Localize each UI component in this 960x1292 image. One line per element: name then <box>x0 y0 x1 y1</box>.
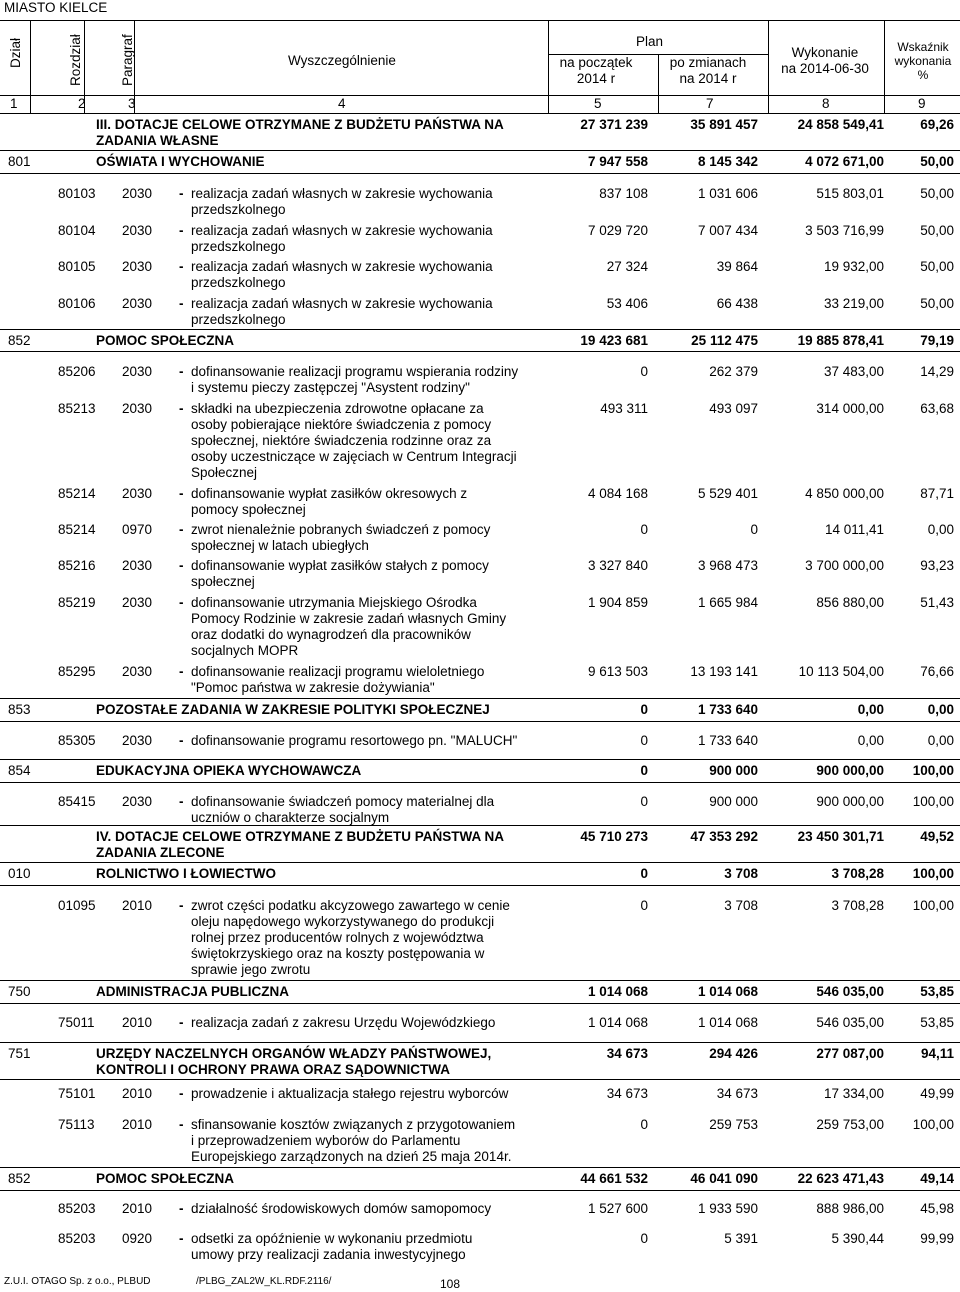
header-plan: Plan <box>636 34 664 49</box>
plan-start-value: 34 673 <box>606 1086 648 1101</box>
row-divider <box>0 885 960 886</box>
execution-value: 22 623 471,43 <box>797 1171 884 1186</box>
plan-start-value: 0 <box>640 1231 648 1246</box>
paragraf-code: 2030 <box>122 595 153 610</box>
plan-start-value: 0 <box>640 364 648 379</box>
description-line: i przeprowadzeniem wyborów do Parlamentu <box>191 1133 461 1148</box>
execution-ratio: 100,00 <box>912 1117 954 1132</box>
description-line: osoby pobierające niektóre świadczenia z pomocy <box>191 417 492 432</box>
execution-ratio: 51,43 <box>920 595 954 610</box>
plan-start-value: 0 <box>640 1117 648 1132</box>
execution-ratio: 53,85 <box>920 984 954 999</box>
description-line: pomocy społecznej <box>191 502 306 517</box>
execution-ratio: 99,99 <box>920 1231 954 1246</box>
execution-ratio: 0,00 <box>927 522 954 537</box>
execution-value: 24 858 549,41 <box>797 117 884 132</box>
header-vline-1 <box>30 20 31 114</box>
plan-after-changes-value: 35 891 457 <box>690 117 758 132</box>
rozdzial-code: 75101 <box>58 1086 96 1101</box>
plan-after-changes-value: 1 014 068 <box>697 1015 758 1030</box>
page-title: MIASTO KIELCE <box>4 0 108 15</box>
plan-after-changes-value: 1 665 984 <box>697 595 758 610</box>
paragraf-code: 2030 <box>122 733 153 748</box>
execution-ratio: 0,00 <box>927 702 954 717</box>
execution-value: 19 885 878,41 <box>797 333 884 348</box>
description-line: dofinansowanie wypłat zasiłków stałych z pomocy <box>191 558 489 573</box>
plan-start-value: 1 527 600 <box>587 1201 648 1216</box>
header-vline-4 <box>548 20 549 114</box>
row-divider <box>0 1190 960 1191</box>
description-line: realizacja zadań własnych w zakresie wychowania <box>191 186 493 201</box>
header-plan-change: po zmianach <box>669 55 747 70</box>
execution-value: 17 334,00 <box>823 1086 884 1101</box>
execution-value: 0,00 <box>857 733 884 748</box>
bullet-dash: - <box>179 794 184 809</box>
execution-ratio: 79,19 <box>920 333 954 348</box>
row-divider <box>0 759 960 760</box>
plan-after-changes-value: 900 000 <box>709 794 758 809</box>
plan-start-value: 7 029 720 <box>587 223 648 238</box>
header-plan-start-year: 2014 r <box>576 71 616 86</box>
execution-value: 277 087,00 <box>816 1046 884 1061</box>
plan-start-value: 45 710 273 <box>580 829 648 844</box>
execution-value: 37 483,00 <box>823 364 884 379</box>
paragraf-code: 2030 <box>122 486 153 501</box>
rozdzial-code: 85295 <box>58 664 96 679</box>
description-line: przedszkolnego <box>191 202 286 217</box>
execution-value: 23 450 301,71 <box>797 829 884 844</box>
footer-company: Z.U.I. OTAGO Sp. z o.o., PLBUD <box>4 1276 151 1287</box>
execution-ratio: 50,00 <box>920 296 954 311</box>
bullet-dash: - <box>179 1201 184 1216</box>
execution-ratio: 100,00 <box>912 794 954 809</box>
plan-after-changes-value: 294 426 <box>709 1046 758 1061</box>
description-line: dofinansowanie świadczeń pomocy materialnej dla <box>191 794 495 809</box>
dzial-code: 801 <box>8 154 31 169</box>
execution-value: 3 700 000,00 <box>805 558 884 573</box>
description-line: osoby uczestniczące w zajęciach w Centrum Integracji <box>191 449 517 464</box>
plan-start-value: 0 <box>640 866 648 881</box>
row-divider <box>0 173 960 174</box>
execution-value: 4 072 671,00 <box>805 154 884 169</box>
column-number-4: 4 <box>338 96 346 111</box>
rozdzial-code: 85203 <box>58 1231 96 1246</box>
execution-ratio: 100,00 <box>912 898 954 913</box>
execution-value: 5 390,44 <box>831 1231 884 1246</box>
plan-start-value: 53 406 <box>606 296 648 311</box>
plan-after-changes-value: 0 <box>750 522 758 537</box>
bullet-dash: - <box>179 558 184 573</box>
header-wskaznik-3: % <box>917 68 929 82</box>
bullet-dash: - <box>179 364 184 379</box>
description-line: zwrot nienależnie pobranych świadczeń z pomocy <box>191 522 491 537</box>
execution-ratio: 49,14 <box>920 1171 954 1186</box>
plan-after-changes-value: 5 391 <box>724 1231 758 1246</box>
row-divider <box>0 95 960 96</box>
header-plan-change-year: na 2014 r <box>679 71 737 86</box>
rozdzial-code: 75113 <box>58 1117 95 1132</box>
plan-start-value: 837 108 <box>599 186 648 201</box>
plan-start-value: 0 <box>640 763 648 778</box>
plan-after-changes-value: 13 193 141 <box>690 664 758 679</box>
execution-ratio: 45,98 <box>920 1201 954 1216</box>
rozdzial-code: 80106 <box>58 296 96 311</box>
plan-start-value: 0 <box>640 898 648 913</box>
description-line: zwrot części podatku akcyzowego zawartego w cenie <box>191 898 510 913</box>
plan-after-changes-value: 1 733 640 <box>697 733 758 748</box>
description-line: społecznej w latach ubiegłych <box>191 538 369 553</box>
title-line: POZOSTAŁE ZADANIA W ZAKRESIE POLITYKI SPOŁECZNEJ <box>96 702 490 717</box>
title-line: KONTROLI I OCHRONY PRAWA ORAZ SĄDOWNICTWA <box>96 1062 450 1077</box>
execution-value: 3 708,28 <box>831 898 884 913</box>
plan-after-changes-value: 900 000 <box>709 763 758 778</box>
header-vline-7 <box>884 20 885 114</box>
plan-start-value: 27 371 239 <box>580 117 648 132</box>
execution-value: 900 000,00 <box>816 763 884 778</box>
bullet-dash: - <box>179 223 184 238</box>
title-line: OŚWIATA I WYCHOWANIE <box>96 154 265 169</box>
execution-ratio: 49,99 <box>920 1086 954 1101</box>
rozdzial-code: 80104 <box>58 223 96 238</box>
execution-ratio: 50,00 <box>920 186 954 201</box>
plan-after-changes-value: 3 968 473 <box>697 558 758 573</box>
row-divider <box>0 782 960 783</box>
description-line: przedszkolnego <box>191 275 286 290</box>
column-number-5: 5 <box>594 96 602 111</box>
execution-ratio: 14,29 <box>920 364 954 379</box>
dzial-code: 750 <box>8 984 31 999</box>
header-vline-5 <box>658 54 659 114</box>
plan-after-changes-value: 1 933 590 <box>697 1201 758 1216</box>
bullet-dash: - <box>179 522 184 537</box>
bullet-dash: - <box>179 1231 184 1246</box>
row-divider <box>0 20 960 21</box>
execution-value: 546 035,00 <box>816 984 884 999</box>
execution-ratio: 63,68 <box>920 401 954 416</box>
plan-start-value: 9 613 503 <box>587 664 648 679</box>
plan-start-value: 34 673 <box>606 1046 648 1061</box>
row-divider <box>0 862 960 863</box>
execution-value: 546 035,00 <box>816 1015 884 1030</box>
plan-after-changes-value: 25 112 475 <box>691 333 758 348</box>
plan-after-changes-value: 259 753 <box>709 1117 758 1132</box>
header-wykonanie: Wykonanie <box>791 45 859 60</box>
title-line: ROLNICTWO I ŁOWIECTWO <box>96 866 276 881</box>
description-line: umowy przy realizacji zadania inwestycyjnego <box>191 1247 466 1262</box>
header-vline-6 <box>768 20 769 114</box>
column-number-1: 1 <box>10 96 18 111</box>
paragraf-code: 2030 <box>122 296 153 311</box>
description-line: i systemu pieczy zastępczej "Asystent rodziny" <box>191 380 470 395</box>
row-divider <box>0 980 960 981</box>
paragraf-code: 2010 <box>122 1015 153 1030</box>
description-line: społecznej <box>191 574 255 589</box>
rozdzial-code: 85206 <box>58 364 96 379</box>
bullet-dash: - <box>179 733 184 748</box>
rozdzial-code: 85305 <box>58 733 96 748</box>
plan-start-value: 27 324 <box>606 259 648 274</box>
footer-report-id: /PLBG_ZAL2W_KL.RDF.2116/ <box>196 1276 332 1287</box>
bullet-dash: - <box>179 486 184 501</box>
description-line: realizacja zadań z zakresu Urzędu Wojewódzkiego <box>191 1015 496 1030</box>
description-line: świętokrzyskiego oraz na koszty postępowania w <box>191 946 485 961</box>
title-line: ZADANIA ZLECONE <box>96 845 225 860</box>
plan-start-value: 19 423 681 <box>580 333 648 348</box>
bullet-dash: - <box>179 296 184 311</box>
description-line: Europejskiego zarządzonych na dzień 25 maja 2014r. <box>191 1149 512 1164</box>
dzial-code: 010 <box>8 866 31 881</box>
description-line: Społecznej <box>191 465 258 480</box>
title-line: EDUKACYJNA OPIEKA WYCHOWAWCZA <box>96 763 362 778</box>
paragraf-code: 2030 <box>122 558 153 573</box>
rozdzial-code: 85214 <box>58 522 96 537</box>
execution-value: 3 503 716,99 <box>805 223 884 238</box>
execution-ratio: 50,00 <box>920 259 954 274</box>
description-line: rolnej przez producentów rolnych z województwa <box>191 930 484 945</box>
execution-ratio: 0,00 <box>927 733 954 748</box>
execution-value: 856 880,00 <box>816 595 884 610</box>
description-line: dofinansowanie programu resortowego pn. "MALUCH" <box>191 733 518 748</box>
description-line: uczniów o charakterze socjalnym <box>191 810 390 825</box>
column-number-9: 9 <box>918 96 926 111</box>
plan-start-value: 0 <box>640 733 648 748</box>
bullet-dash: - <box>179 401 184 416</box>
title-line: POMOC SPOŁECZNA <box>96 1171 235 1186</box>
execution-ratio: 76,66 <box>920 664 954 679</box>
paragraf-code: 2010 <box>122 1086 153 1101</box>
execution-ratio: 94,11 <box>920 1046 954 1061</box>
rozdzial-code: 85213 <box>58 401 96 416</box>
title-line: IV. DOTACJE CELOWE OTRZYMANE Z BUDŻETU PAŃSTWA NA <box>96 829 505 844</box>
row-divider <box>0 113 960 114</box>
bullet-dash: - <box>179 898 184 913</box>
rozdzial-code: 85219 <box>58 595 96 610</box>
plan-after-changes-value: 47 353 292 <box>690 829 758 844</box>
execution-value: 3 708,28 <box>831 866 884 881</box>
description-line: dofinansowanie realizacji programu wieloletniego <box>191 664 485 679</box>
execution-value: 33 219,00 <box>823 296 884 311</box>
header-plan-start: na początek <box>559 55 633 70</box>
paragraf-code: 2030 <box>122 664 153 679</box>
execution-value: 14 011,41 <box>824 522 884 537</box>
bullet-dash: - <box>179 595 184 610</box>
plan-start-value: 1 904 859 <box>587 595 648 610</box>
description-line: socjalnych MOPR <box>191 643 299 658</box>
description-line: odsetki za opóźnienie w wykonaniu przedmiotu <box>191 1231 473 1246</box>
row-divider <box>0 1167 960 1168</box>
column-number-3: 3 <box>128 96 136 111</box>
title-line: URZĘDY NACZELNYCH ORGANÓW WŁADZY PAŃSTWOWEJ, <box>96 1046 492 1061</box>
execution-value: 900 000,00 <box>816 794 884 809</box>
plan-after-changes-value: 66 438 <box>716 296 758 311</box>
description-line: przedszkolnego <box>191 312 286 327</box>
title-line: ADMINISTRACJA PUBLICZNA <box>96 984 289 999</box>
bullet-dash: - <box>179 1015 184 1030</box>
execution-value: 4 850 000,00 <box>805 486 884 501</box>
plan-after-changes-value: 1 031 606 <box>697 186 758 201</box>
plan-start-value: 7 947 558 <box>587 154 648 169</box>
rozdzial-code: 85415 <box>58 794 96 809</box>
paragraf-code: 0920 <box>122 1231 153 1246</box>
plan-start-value: 0 <box>640 794 648 809</box>
execution-value: 0,00 <box>857 702 884 717</box>
execution-value: 19 932,00 <box>823 259 884 274</box>
row-divider <box>0 1003 960 1004</box>
execution-ratio: 69,26 <box>920 117 954 132</box>
plan-start-value: 1 014 068 <box>587 984 648 999</box>
rozdzial-code: 80103 <box>58 186 96 201</box>
description-line: realizacja zadań własnych w zakresie wychowania <box>191 259 493 274</box>
row-divider <box>0 825 960 826</box>
execution-value: 515 803,01 <box>816 186 884 201</box>
paragraf-code: 0970 <box>122 522 153 537</box>
rozdzial-code: 85214 <box>58 486 96 501</box>
execution-ratio: 49,52 <box>920 829 954 844</box>
row-divider <box>0 1042 960 1043</box>
header-wskaznik-2: wykonania <box>894 54 952 68</box>
paragraf-code: 2030 <box>122 186 153 201</box>
paragraf-code: 2030 <box>122 794 153 809</box>
header-paragraf: Paragraf <box>120 34 135 86</box>
plan-after-changes-value: 8 145 342 <box>697 154 758 169</box>
column-number-8: 8 <box>822 96 830 111</box>
plan-start-value: 44 661 532 <box>580 1171 648 1186</box>
plan-start-value: 493 311 <box>600 401 648 416</box>
plan-after-changes-value: 262 379 <box>709 364 758 379</box>
plan-after-changes-value: 34 673 <box>716 1086 758 1101</box>
dzial-code: 852 <box>8 1171 31 1186</box>
description-line: dofinansowanie realizacji programu wspierania rodziny <box>191 364 519 379</box>
description-line: składki na ubezpieczenia zdrowotne opłacane za <box>191 401 484 416</box>
plan-after-changes-value: 46 041 090 <box>690 1171 758 1186</box>
execution-ratio: 87,71 <box>920 486 954 501</box>
plan-after-changes-value: 1 014 068 <box>697 984 758 999</box>
description-line: działalność środowiskowych domów samopomocy <box>191 1201 492 1216</box>
execution-ratio: 93,23 <box>920 558 954 573</box>
plan-start-value: 3 327 840 <box>587 558 648 573</box>
bullet-dash: - <box>179 1117 184 1132</box>
dzial-code: 853 <box>8 702 31 717</box>
row-divider <box>0 698 960 699</box>
plan-after-changes-value: 5 529 401 <box>697 486 758 501</box>
execution-value: 259 753,00 <box>816 1117 884 1132</box>
description-line: sfinansowanie kosztów związanych z przygotowaniem <box>191 1117 516 1132</box>
dzial-code: 852 <box>8 333 31 348</box>
row-divider <box>0 1079 960 1080</box>
description-line: oraz dodatki do wynagrodzeń dla pracowników <box>191 627 471 642</box>
column-number-7: 7 <box>706 96 714 111</box>
execution-value: 314 000,00 <box>816 401 884 416</box>
execution-value: 888 986,00 <box>816 1201 884 1216</box>
header-wskaznik: Wskaźnik <box>897 40 949 54</box>
row-divider <box>0 721 960 722</box>
execution-ratio: 100,00 <box>912 866 954 881</box>
rozdzial-code: 01095 <box>58 898 96 913</box>
title-line: POMOC SPOŁECZNA <box>96 333 235 348</box>
description-line: sprawie jego zwrotu <box>191 962 311 977</box>
row-divider <box>0 150 960 151</box>
description-line: dofinansowanie utrzymania Miejskiego Ośrodka <box>191 595 477 610</box>
paragraf-code: 2030 <box>122 259 153 274</box>
plan-start-value: 1 014 068 <box>587 1015 648 1030</box>
description-line: realizacja zadań własnych w zakresie wychowania <box>191 296 493 311</box>
execution-ratio: 50,00 <box>920 154 954 169</box>
execution-value: 10 113 504,00 <box>798 664 884 679</box>
dzial-code: 854 <box>8 763 31 778</box>
description-line: społecznej, niektóre świadczenia rodzinne oraz za <box>191 433 492 448</box>
description-line: realizacja zadań własnych w zakresie wychowania <box>191 223 493 238</box>
title-line: ZADANIA WŁASNE <box>96 133 219 148</box>
page-number: 108 <box>440 1277 461 1291</box>
header-wykonanie-date: na 2014-06-30 <box>781 61 869 76</box>
bullet-dash: - <box>179 1086 184 1101</box>
header-rozdzial: Rozdział <box>68 34 83 86</box>
column-number-2: 2 <box>78 96 86 111</box>
description-line: prowadzenie i aktualizacja stałego rejestru wyborców <box>191 1086 509 1101</box>
plan-start-value: 4 084 168 <box>587 486 648 501</box>
bullet-dash: - <box>179 664 184 679</box>
paragraf-code: 2010 <box>122 1201 153 1216</box>
header-dzial: Dział <box>8 37 23 68</box>
description-line: dofinansowanie wypłat zasiłków okresowych z <box>191 486 468 501</box>
row-divider <box>0 351 960 352</box>
bullet-dash: - <box>179 259 184 274</box>
paragraf-code: 2010 <box>122 1117 153 1132</box>
dzial-code: 751 <box>8 1046 31 1061</box>
plan-after-changes-value: 493 097 <box>709 401 758 416</box>
row-divider <box>0 329 960 330</box>
plan-after-changes-value: 39 864 <box>716 259 758 274</box>
plan-after-changes-value: 3 708 <box>724 898 758 913</box>
plan-after-changes-value: 3 708 <box>724 866 758 881</box>
plan-start-value: 0 <box>640 702 648 717</box>
bullet-dash: - <box>179 186 184 201</box>
paragraf-code: 2030 <box>122 223 153 238</box>
plan-start-value: 0 <box>640 522 648 537</box>
title-line: III. DOTACJE CELOWE OTRZYMANE Z BUDŻETU PAŃSTWA NA <box>96 117 504 132</box>
execution-ratio: 53,85 <box>920 1015 954 1030</box>
plan-after-changes-value: 7 007 434 <box>697 223 758 238</box>
paragraf-code: 2010 <box>122 898 153 913</box>
description-line: przedszkolnego <box>191 239 286 254</box>
rozdzial-code: 75011 <box>58 1015 95 1030</box>
description-line: oleju napędowego wykorzystywanego do produkcji <box>191 914 495 929</box>
execution-ratio: 50,00 <box>920 223 954 238</box>
rozdzial-code: 85203 <box>58 1201 96 1216</box>
description-line: "Pomoc państwa w zakresie dożywiania" <box>191 680 435 695</box>
paragraf-code: 2030 <box>122 364 153 379</box>
paragraf-code: 2030 <box>122 401 153 416</box>
rozdzial-code: 80105 <box>58 259 96 274</box>
execution-ratio: 100,00 <box>912 763 954 778</box>
description-line: Pomocy Rodzinie w zakresie zadań własnych Gminy <box>191 611 507 626</box>
plan-after-changes-value: 1 733 640 <box>697 702 758 717</box>
header-wyszczegolnienie: Wyszczególnienie <box>288 53 396 68</box>
rozdzial-code: 85216 <box>58 558 96 573</box>
